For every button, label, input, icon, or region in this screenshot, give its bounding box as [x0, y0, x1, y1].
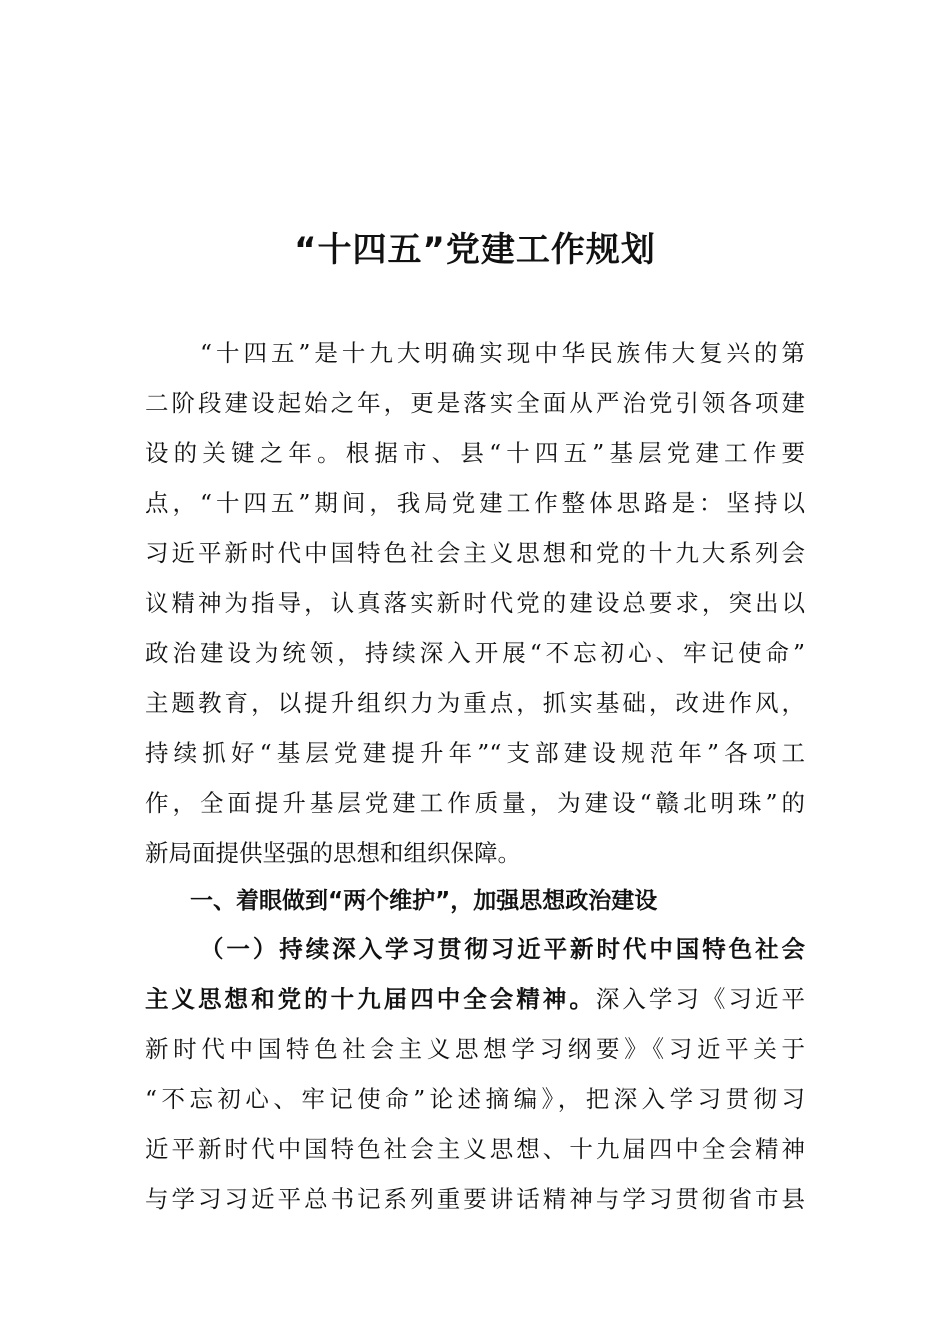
intro-line: 新局面提供坚强的思想和组织保障。 — [145, 839, 521, 867]
intro-line: 议精神为指导，认真落实新时代党的建设总要求，突出以 — [145, 589, 805, 617]
intro-line: “十四五”是十九大明确实现中华民族伟大复兴的第 — [200, 339, 805, 367]
document-title: “十四五”党建工作规划 — [294, 230, 656, 270]
body-line: 与学习习近平总书记系列重要讲话精神与学习贯彻省市县 — [145, 1185, 805, 1213]
intro-line: 点，“十四五”期间，我局党建工作整体思路是：坚持以 — [145, 489, 805, 517]
intro-line: 设的关键之年。根据市、县“十四五”基层党建工作要 — [145, 439, 805, 467]
body-line: 新时代中国特色社会主义思想学习纲要》《习近平关于 — [145, 1035, 805, 1063]
body-text: 深入学习《习近平 — [595, 985, 806, 1013]
intro-line: 习近平新时代中国特色社会主义思想和党的十九大系列会 — [145, 539, 805, 567]
section-heading: 一、着眼做到“两个维护”，加强思想政治建设 — [190, 888, 658, 914]
body-line: 近平新时代中国特色社会主义思想、十九届四中全会精神 — [145, 1135, 805, 1163]
subsection-heading-end: 主义思想和党的十九届四中全会精神。 — [145, 985, 596, 1013]
intro-line: 持续抓好“基层党建提升年”“支部建设规范年”各项工 — [145, 739, 805, 767]
intro-line: 政治建设为统领，持续深入开展“不忘初心、牢记使命” — [145, 639, 805, 667]
body-line: “不忘初心、牢记使命”论述摘编》，把深入学习贯彻习 — [145, 1085, 805, 1113]
intro-line: 二阶段建设起始之年，更是落实全面从严治党引领各项建 — [145, 389, 805, 417]
intro-line: 作，全面提升基层党建工作质量，为建设“赣北明珠”的 — [145, 789, 805, 817]
subsection-heading: （一）持续深入学习贯彻习近平新时代中国特色社会 — [200, 935, 805, 963]
subsection-line — [145, 974, 805, 1024]
intro-line: 主题教育，以提升组织力为重点，抓实基础，改进作风， — [145, 689, 805, 717]
